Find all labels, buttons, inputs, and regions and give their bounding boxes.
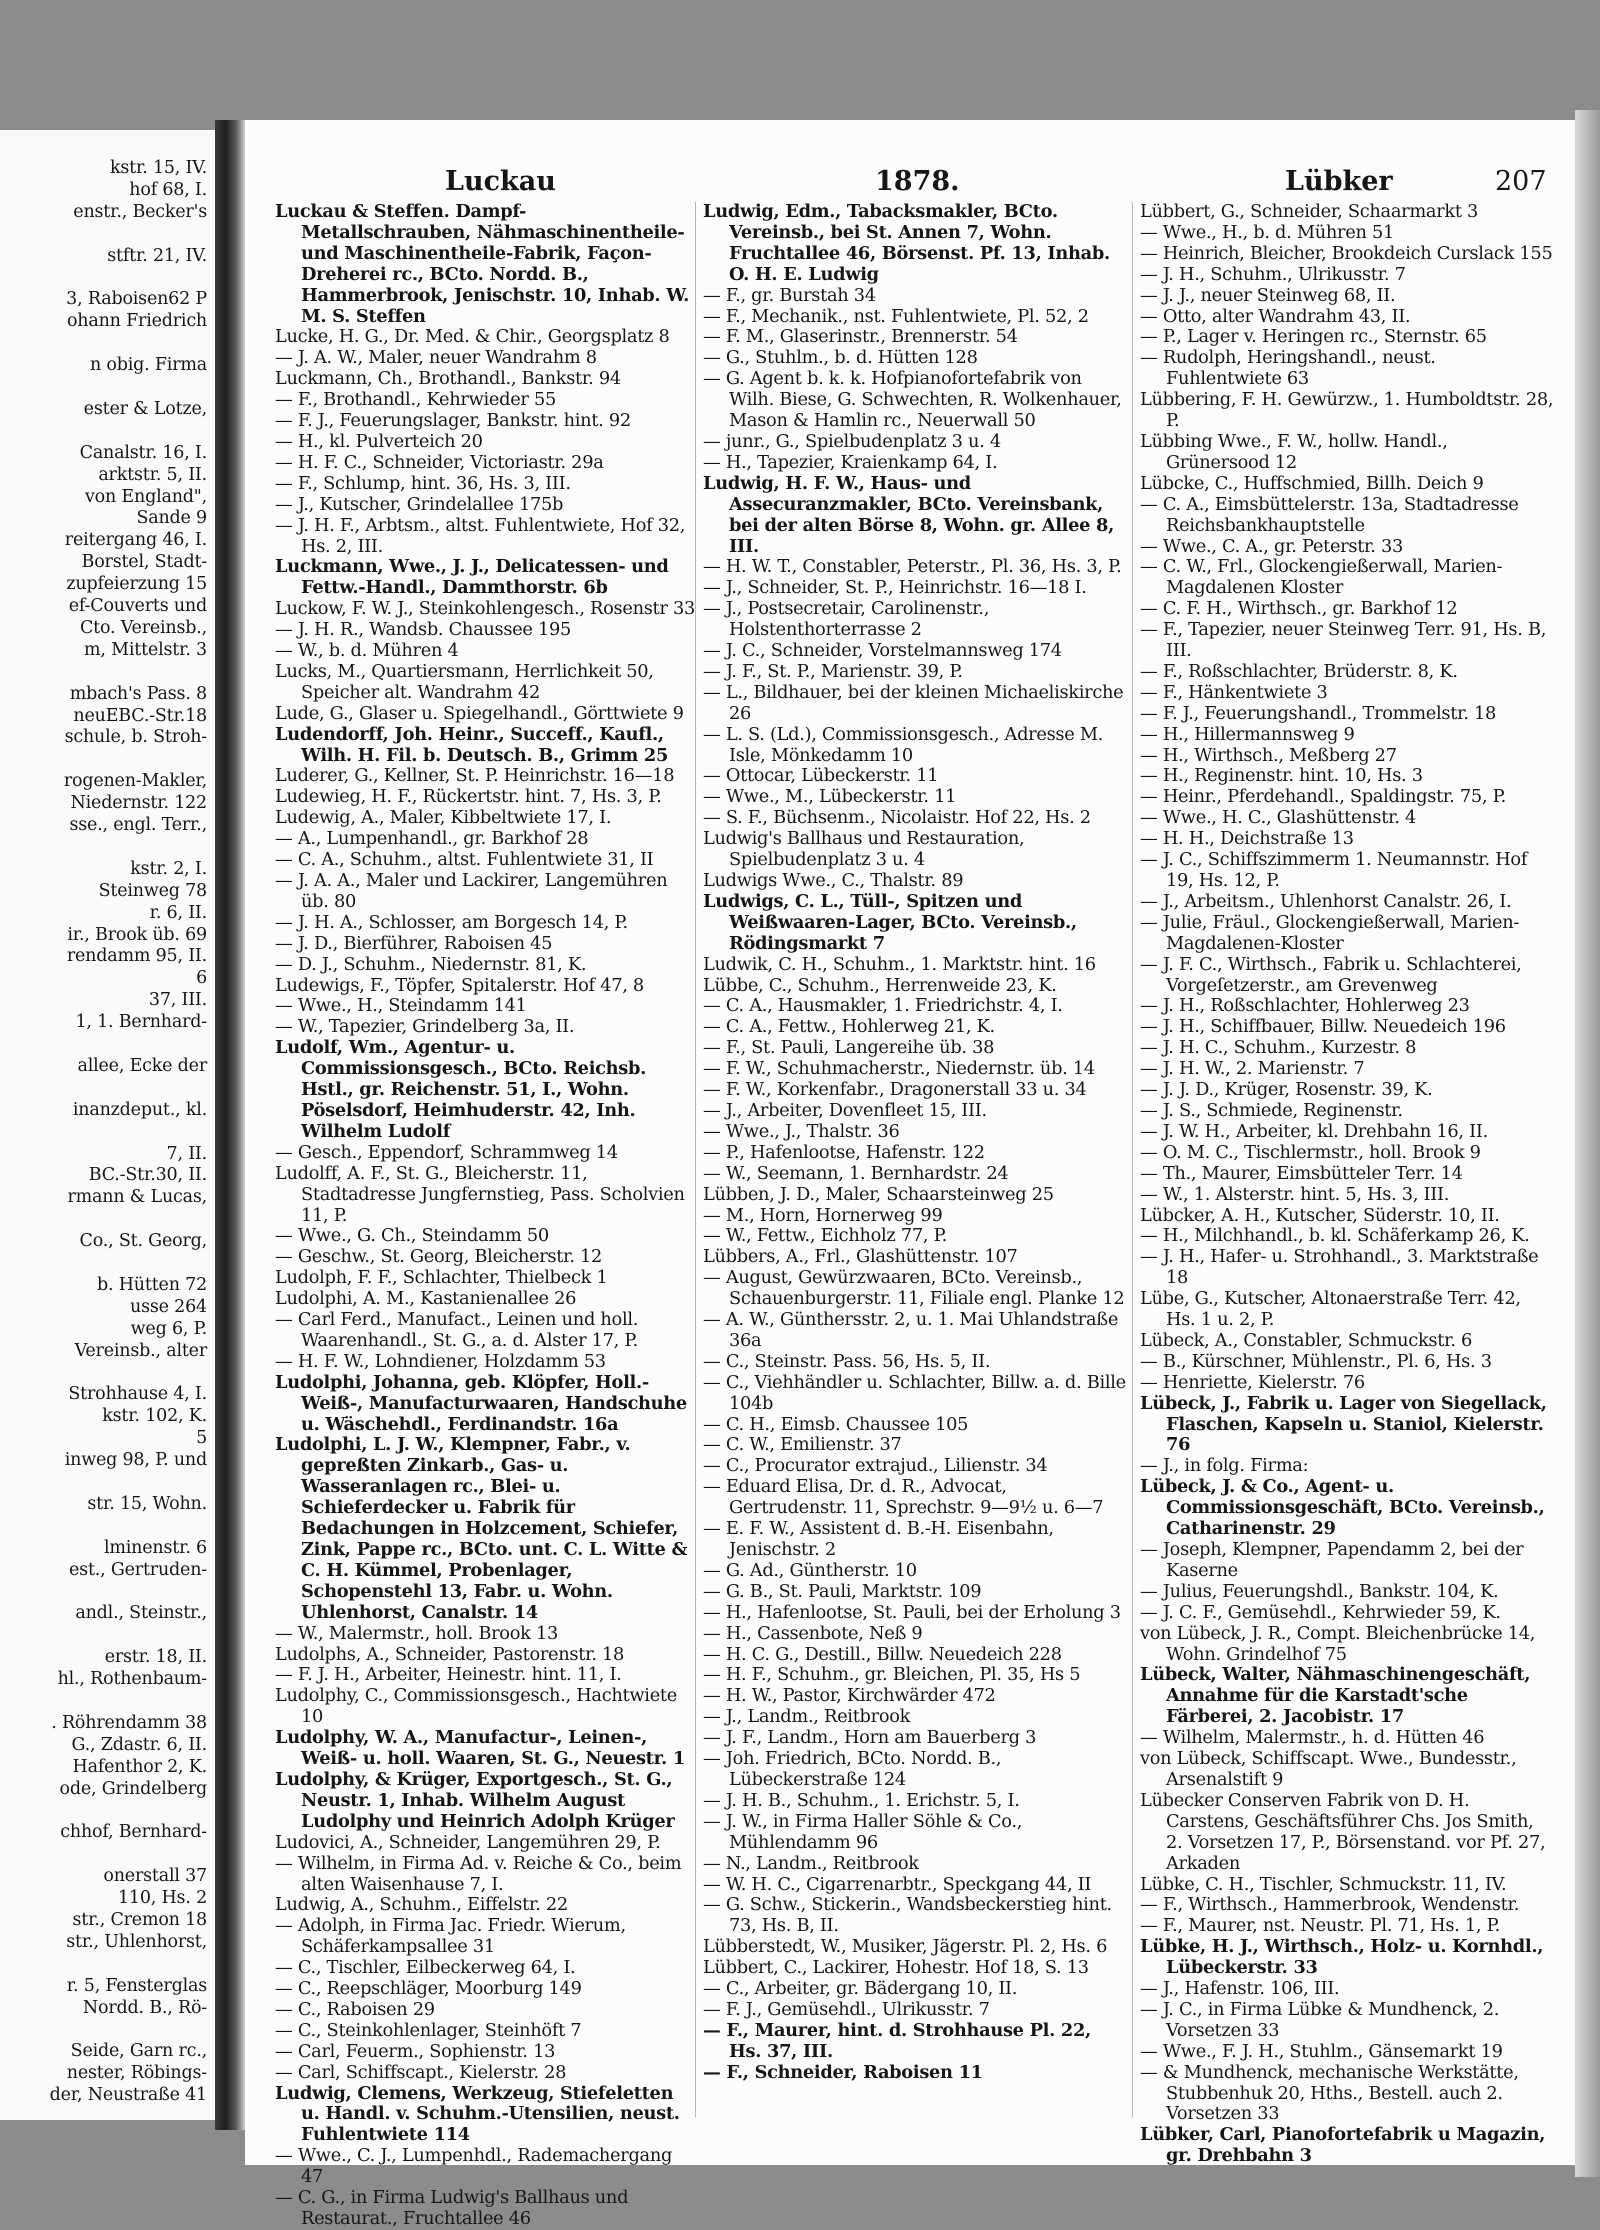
- fragment-line: Steinweg 78: [98, 880, 207, 901]
- book-gutter: [215, 120, 245, 2130]
- fragment-line: schule, b. Stroh-: [64, 727, 207, 748]
- directory-entry: Ludolph, F. F., Schlachter, Thielbeck 1: [275, 1267, 608, 1289]
- column-rule: [1132, 202, 1133, 2117]
- column-1: [275, 202, 695, 2230]
- directory-entry: — W., 1. Alsterstr. hint. 5, Hs. 3, III.: [1140, 1183, 1450, 1205]
- directory-entry: — C. G., in Firma Ludwig's Ballhaus und Restaurat., Fruchtallee 46: [275, 2187, 634, 2229]
- fragment-line: 5: [196, 1428, 207, 1449]
- directory-entry: Ludovici, A., Schneider, Langemühren 29, P.: [275, 1831, 661, 1853]
- directory-entry: — L. S. (Ld.), Commissionsgesch., Adresse M. Isle, Mönkedamm 10: [703, 723, 1109, 766]
- directory-entry: Lübbers, A., Frl., Glashüttenstr. 107: [703, 1246, 1018, 1268]
- fragment-line: str., Cremon 18: [72, 1910, 207, 1930]
- page-edge: [1575, 110, 1600, 2177]
- fragment-line: rogenen-Makler,: [63, 771, 207, 792]
- directory-entry: — Ottocar, Lübeckerstr. 11: [703, 765, 939, 787]
- fragment-line: 3, Raboisen62 P: [66, 289, 207, 310]
- directory-entry: — Henriette, Kielerstr. 76: [1140, 1371, 1365, 1393]
- directory-entry: — J. W. H., Arbeiter, kl. Drehbahn 16, II.: [1140, 1120, 1488, 1142]
- fragment-line: inweg 98, P. und: [64, 1450, 207, 1471]
- fragment-line: 1, 1. Bernhard-: [75, 1012, 207, 1033]
- directory-entry: — S. F., Büchsenm., Nicolaistr. Hof 22, Hs. 2: [703, 807, 1091, 829]
- fragment-line: kstr. 102, K.: [102, 1406, 207, 1427]
- directory-entry: Lucke, H. G., Dr. Med. & Chir., Georgsplatz 8: [275, 326, 670, 348]
- directory-entry: Lübbing Wwe., F. W., hollw. Handl., Grünersood 12: [1140, 430, 1453, 473]
- directory-entry: — H., Milchhandl., b. kl. Schäferkamp 26, K.: [1140, 1225, 1530, 1247]
- fragment-line: der, Neustraße 41: [49, 2085, 207, 2106]
- fragment-line: 6: [196, 968, 207, 989]
- fragment-line: weg 6, P.: [130, 1318, 207, 1339]
- directory-entry: Lübe, G., Kutscher, Altonaerstraße Terr. 42, Hs. 1 u. 2, P.: [1140, 1288, 1527, 1331]
- directory-entry: — F., gr. Burstah 34: [703, 284, 876, 306]
- directory-entry: — junr., G., Spielbudenplatz 3 u. 4: [703, 430, 1001, 452]
- directory-entry: — C., Steinkohlenlager, Steinhöft 7: [275, 2019, 582, 2041]
- directory-entry: Ludolphi, L. J. W., Klempner, Fabr., v. gepreßten Zinkarb., Gas- u. Wasseranlagen rc., Blei- u. Schieferdecker u. Fabrik für Bedachungen in Holzcement, Schiefer, Zink, Pappe rc., BCto. unt. C. L. Witte & C. H. Kümmel, Probenlager, Schopenstehl 13, Fabr. u. Wohn. Uhlenhorst, Canalstr. 14: [275, 1434, 694, 1623]
- directory-entry: — Wwe., J., Thalstr. 36: [703, 1120, 900, 1142]
- directory-entry: — J., Arbeiter, Dovenfleet 15, III.: [703, 1099, 987, 1121]
- directory-entry: — H. W. T., Constabler, Peterstr., Pl. 36, Hs. 3, P.: [703, 556, 1122, 578]
- fragment-line: 37, III.: [148, 990, 207, 1011]
- directory-entry: — J. H. C., Schuhm., Kurzestr. 8: [1140, 1037, 1417, 1059]
- directory-entry: — J. W., in Firma Haller Söhle & Co., Mühlendamm 96: [703, 1810, 1028, 1853]
- directory-entry: Ludwig, H. F. W., Haus- und Assecuranzmakler, BCto. Vereinsbank, bei der alten Börse 8, Wohn. gr. Allee 8, III.: [703, 472, 1120, 557]
- running-header: [245, 166, 1575, 206]
- directory-entry: — Wwe., G. Ch., Steindamm 50: [275, 1225, 549, 1247]
- directory-entry: — Th., Maurer, Eimsbütteler Terr. 14: [1140, 1162, 1463, 1184]
- directory-entry: — J. C., in Firma Lübke & Mundhenck, 2. Vorsetzen 33: [1140, 1998, 1505, 2041]
- directory-entry: — C. A., Fettw., Hohlerweg 21, K.: [703, 1016, 995, 1038]
- directory-entry: — E. F. W., Assistent d. B.-H. Eisenbahn, Jenischstr. 2: [703, 1518, 1060, 1560]
- directory-entry: — Adolph, in Firma Jac. Friedr. Wierum, Schäferkampsallee 31: [275, 1915, 632, 1958]
- directory-entry: — J., Hafenstr. 106, III.: [1140, 1978, 1340, 2000]
- directory-entry: — J. J. D., Krüger, Rosenstr. 39, K.: [1140, 1079, 1433, 1101]
- directory-entry: — Wwe., F. J. H., Stuhlm., Gänsemarkt 19: [1140, 2040, 1503, 2062]
- fragment-line: usse 264: [130, 1296, 207, 1317]
- directory-entry: Ludewieg, H. F., Rückertstr. hint. 7, Hs. 3, P.: [275, 786, 662, 808]
- fragment-line: n obig. Firma: [89, 355, 207, 376]
- directory-entry: — Heinrich, Bleicher, Brookdeich Curslack 155: [1140, 242, 1553, 264]
- fragment-line: Niedernstr. 122: [70, 793, 207, 814]
- fragment-line: kstr. 15, IV.: [109, 158, 207, 178]
- fragment-line: Vereinsb., alter: [74, 1340, 207, 1361]
- directory-entry: Luckmann, Ch., Brothandl., Bankstr. 94: [275, 368, 621, 390]
- directory-entry: — G. Schw., Stickerin., Wandsbeckerstieg hint. 73, Hs. B, II.: [703, 1894, 1118, 1937]
- directory-entry: — C., Arbeiter, gr. Bädergang 10, II.: [703, 1978, 1018, 2000]
- directory-entry: — F. J., Gemüsehdl., Ulrikusstr. 7: [703, 1998, 990, 2020]
- directory-entry: — G. Agent b. k. k. Hofpianofortefabrik von Wilh. Biese, G. Schwechten, R. Wolkenhauer, Mason & Hamlin rc., Neuerwall 50: [703, 368, 1127, 432]
- directory-entry: Lübberstedt, W., Musiker, Jägerstr. Pl. 2, Hs. 6: [703, 1936, 1108, 1958]
- directory-entry: — F., Tapezier, neuer Steinweg Terr. 91, Hs. B, III.: [1140, 619, 1552, 662]
- fragment-line: ode, Grindelberg: [59, 1778, 207, 1799]
- fragment-line: Hafenthor 2, K.: [72, 1756, 207, 1777]
- header-last-entry: Lübker: [1285, 166, 1393, 197]
- directory-entry: — F., Mechanik., nst. Fuhlentwiete, Pl. 52, 2: [703, 305, 1089, 327]
- directory-entry: — F., Schneider, Raboisen 11: [703, 2061, 983, 2083]
- directory-entry: — J. A. W., Maler, neuer Wandrahm 8: [275, 347, 597, 369]
- directory-entry: — F. M., Glaserinstr., Brennerstr. 54: [703, 326, 1018, 348]
- fragment-line: Borstel, Stadt-: [81, 552, 207, 573]
- directory-entry: — J. F., Landm., Horn am Bauerberg 3: [703, 1727, 1037, 1749]
- directory-entry: Ludwigs, C. L., Tüll-, Spitzen und Weißwaaren-Lager, BCto. Vereinsb., Rödingsmarkt 7: [703, 890, 1083, 954]
- directory-entry: — J. H., Schuhm., Ulrikusstr. 7: [1140, 263, 1406, 285]
- directory-entry: — A. W., Günthersstr. 2, u. 1. Mai Uhlandstraße 36a: [703, 1309, 1124, 1351]
- directory-entry: Ludwig's Ballhaus und Restauration, Spielbudenplatz 3 u. 4: [703, 828, 1030, 871]
- directory-entry: — J. H. A., Schlosser, am Borgesch 14, P.: [275, 911, 628, 933]
- directory-entry: — J. A. A., Maler und Lackirer, Langemühren üb. 80: [275, 870, 673, 912]
- fragment-line: arktstr. 5, II.: [98, 464, 207, 485]
- directory-entry: — C., Reepschläger, Moorburg 149: [275, 1978, 582, 2000]
- fragment-line: r. 6, II.: [149, 902, 207, 923]
- directory-entry: — F. J. H., Arbeiter, Heinestr. hint. 11, I.: [275, 1664, 622, 1686]
- fragment-line: ohann Friedrich: [66, 311, 207, 332]
- fragment-line: str. 15, Wohn.: [87, 1493, 207, 1514]
- directory-entry: — J. C., Schneider, Vorstelmannsweg 174: [703, 640, 1062, 662]
- directory-entry: — F. W., Korkenfabr., Dragonerstall 33 u. 34: [703, 1079, 1087, 1101]
- fragment-line: enstr., Becker's: [73, 201, 207, 222]
- directory-entry: Lübbert, G., Schneider, Schaarmarkt 3: [1140, 201, 1479, 222]
- directory-entry: Lübeck, J., Fabrik u. Lager von Siegellack, Flaschen, Kapseln u. Staniol, Kielerstr. 76: [1140, 1392, 1553, 1456]
- directory-entry: Ludolphs, A., Schneider, Pastorenstr. 18: [275, 1643, 625, 1665]
- directory-entry: — F., St. Pauli, Langereihe üb. 38: [703, 1037, 995, 1059]
- directory-entry: Lübcker, A. H., Kutscher, Süderstr. 10, II.: [1140, 1204, 1500, 1226]
- directory-entry: — Wwe., M., Lübeckerstr. 11: [703, 786, 957, 808]
- directory-entry: — G., Stuhlm., b. d. Hütten 128: [703, 347, 978, 369]
- directory-entry: — H. C. G., Destill., Billw. Neuedeich 228: [703, 1643, 1062, 1665]
- directory-entry: — H. H., Deichstraße 13: [1140, 828, 1354, 850]
- directory-entry: — Julie, Fräul., Glockengießerwall, Marien-Magdalenen-Kloster: [1140, 911, 1520, 954]
- fragment-line: hof 68, I.: [129, 179, 207, 200]
- directory-entry: — J. F. C., Wirthsch., Fabrik u. Schlachterei, Vorgeſetzerstr., am Grevenweg: [1140, 953, 1527, 996]
- fragment-line: b. Hütten 72: [97, 1274, 207, 1295]
- fragment-line: BC.-Str.30, II.: [88, 1165, 207, 1186]
- directory-entry: — Wwe., H. C., Glashüttenstr. 4: [1140, 807, 1417, 829]
- directory-entry: Lübbe, C., Schuhm., Herrenweide 23, K.: [703, 974, 1057, 996]
- fragment-line: ef-Couverts und: [68, 596, 207, 616]
- directory-entry: Lübeck, A., Constabler, Schmuckstr. 6: [1140, 1329, 1473, 1351]
- directory-entry: Ludolff, A. F., St. G., Bleicherstr. 11, Stadtadresse Jungfernstieg, Pass. Scholvien 11, P.: [275, 1162, 690, 1226]
- fragment-line: zupfeierzung 15: [66, 574, 207, 595]
- fragment-line: onerstall 37: [103, 1866, 207, 1887]
- fragment-line: . Röhrendamm 38: [51, 1712, 207, 1733]
- column-2: [703, 201, 1132, 2084]
- directory-entry: — Otto, alter Wandrahm 43, II.: [1140, 305, 1411, 327]
- directory-entry: Lübbert, C., Lackirer, Hohestr. Hof 18, S. 13: [703, 1957, 1089, 1979]
- fragment-line: Canalstr. 16, I.: [79, 442, 207, 463]
- directory-entry: — W., Fettw., Eichholz 77, P.: [703, 1225, 947, 1247]
- directory-entry: Lübbering, F. H. Gewürzw., 1. Humboldtstr. 28, P.: [1140, 389, 1559, 432]
- directory-entry: — Heinr., Pferdehandl., Spaldingstr. 75, P.: [1140, 786, 1507, 808]
- directory-entry: — C. W., Frl., Glockengießerwall, Marien-Magdalenen Kloster: [1140, 556, 1503, 599]
- fragment-line: Sande 9: [136, 508, 207, 529]
- directory-entry: Ludwig, Edm., Tabacksmakler, BCto. Vereinsb., bei St. Annen 7, Wohn. Fruchtallee 46, Börsenst. Pf. 13, Inhab. O. H. E. Ludwig: [703, 201, 1116, 285]
- directory-entry: — J. H., Roßschlachter, Hohlerweg 23: [1140, 995, 1470, 1017]
- fragment-line: 110, Hs. 2: [117, 1888, 207, 1909]
- directory-entry: Ludwig, Clemens, Werkzeug, Stiefeletten u. Handl. v. Schuhm.-Utensilien, neust. Fuhlentwiete 114: [275, 2082, 686, 2146]
- directory-entry: — J. D., Bierführer, Raboisen 45: [275, 932, 553, 954]
- directory-entry: — Geschw., St. Georg, Bleicherstr. 12: [275, 1246, 603, 1268]
- directory-entry: — Rudolph, Heringshandl., neust. Fuhlentwiete 63: [1140, 347, 1442, 390]
- directory-entry: — Joh. Friedrich, BCto. Nordd. B., Lübeckerstraße 124: [703, 1748, 1007, 1790]
- fragment-line: stftr. 21, IV.: [107, 245, 207, 266]
- directory-entry: — J. C. F., Gemüsehdl., Kehrwieder 59, K.: [1140, 1601, 1501, 1623]
- fragment-line: kstr. 2, I.: [130, 858, 207, 879]
- directory-entry: Luckmann, Wwe., J. J., Delicatessen- und Fettw.-Handl., Dammthorstr. 6b: [275, 556, 675, 599]
- fragment-line: Nordd. B., Rö-: [82, 1997, 207, 2018]
- directory-entry: — Carl, Schiffscapt., Kielerstr. 28: [275, 2061, 567, 2083]
- directory-entry: Lübben, J. D., Maler, Schaarsteinweg 25: [703, 1183, 1054, 1205]
- directory-entry: — H., kl. Pulverteich 20: [275, 430, 483, 452]
- directory-entry: Ludolf, Wm., Agentur- u. Commissionsgesch., BCto. Reichsb. Hstl., gr. Reichenstr. 51, I., Wohn. Pöselsdorf, Heimhuderstr. 42, Inh. Wilhelm Ludolf: [275, 1037, 652, 1142]
- directory-entry: — C., Steinstr. Pass. 56, Hs. 5, II.: [703, 1350, 991, 1372]
- directory-entry: — W. H. C., Cigarrenarbtr., Speckgang 44, II: [703, 1873, 1092, 1895]
- directory-entry: — J. S., Schmiede, Reginenstr.: [1140, 1099, 1403, 1121]
- directory-entry: — C., Procurator extrajud., Lilienstr. 34: [703, 1455, 1048, 1477]
- directory-entry: — F. W., Schuhmacherstr., Niedernstr. üb. 14: [703, 1058, 1095, 1080]
- directory-entry: Ludwigs Wwe., C., Thalstr. 89: [703, 870, 964, 891]
- directory-entry: — P., Hafenlootse, Hafenstr. 122: [703, 1141, 985, 1163]
- directory-entry: Luderer, G., Kellner, St. P. Heinrichstr. 16—18: [275, 765, 675, 787]
- directory-entry: — J., Kutscher, Grindelallee 175b: [275, 493, 564, 515]
- directory-entry: Lübeck, J. & Co., Agent- u. Commissionsgeschäft, BCto. Vereinsb., Catharinenstr. 29: [1140, 1476, 1551, 1540]
- fragment-line: andl., Steinstr.,: [75, 1603, 207, 1624]
- directory-entry: — B., Kürschner, Mühlenstr., Pl. 6, Hs. 3: [1140, 1350, 1492, 1372]
- fragment-line: sse., engl. Terr.,: [69, 815, 207, 835]
- fragment-line: Strohhause 4, I.: [68, 1384, 207, 1405]
- fragment-line: ester & Lotze,: [83, 398, 207, 419]
- directory-entry: Lübecker Conserven Fabrik von D. H. Carstens, Geschäftsführer Chs. Jos Smith, 2. Vorsetzen 17, P., Börsenstand. vor Pf. 27, Arkaden: [1140, 1789, 1551, 1874]
- directory-entry: — C. A., Schuhm., altst. Fuhlentwiete 31, II: [275, 849, 654, 871]
- directory-entry: — H. F. W., Lohndiener, Holzdamm 53: [275, 1350, 606, 1372]
- directory-entry: — Wwe., C. A., gr. Peterstr. 33: [1140, 535, 1404, 557]
- right-page: [245, 120, 1575, 2229]
- directory-entry: Lübeck, Walter, Nähmaschinengeschäft, Annahme für die Karstadt'sche Färberei, 2. Jacobistr. 17: [1140, 1664, 1536, 1728]
- directory-entry: Luckau & Steffen. Dampf-Metallschrauben, Nähmaschinentheile- und Maschinentheile-Fabrik, Façon-Dreherei rc., BCto. Nordd. B., Hammerbrook, Jenischstr. 10, Inhab. W. M. S. Steffen: [275, 201, 695, 327]
- fragment-line: 7, II.: [166, 1143, 207, 1164]
- directory-entry: — H., Reginenstr. hint. 10, Hs. 3: [1140, 765, 1423, 787]
- column-3: [1140, 201, 1559, 2167]
- directory-entry: — J., Postsecretair, Carolinenstr., Holstenthorterrasse 2: [703, 598, 995, 641]
- directory-entry: Ludewig, A., Maler, Kibbeltwiete 17, I.: [275, 807, 612, 829]
- fragment-line: r. 5, Fensterglas: [66, 1975, 207, 1996]
- directory-entry: — C. A., Hausmakler, 1. Friedrichstr. 4, I.: [703, 995, 1063, 1017]
- fragment-line: rmann & Lucas,: [67, 1187, 207, 1208]
- directory-entry: Lübke, C. H., Tischler, Schmuckstr. 11, IV.: [1140, 1873, 1507, 1895]
- directory-entry: — J. H. B., Schuhm., 1. Erichstr. 5, I.: [703, 1789, 1020, 1811]
- directory-entry: — W., Malermstr., holl. Brook 13: [275, 1622, 558, 1644]
- fragment-line: inanzdeput., kl.: [72, 1099, 207, 1120]
- fragment-line: von England",: [84, 486, 207, 507]
- directory-entry: — Wwe., H., Steindamm 141: [275, 995, 527, 1017]
- directory-entry: — J., in folg. Firma:: [1140, 1455, 1309, 1477]
- directory-entry: — W., Seemann, 1. Bernhardstr. 24: [703, 1162, 1009, 1184]
- left-page-fragment: [0, 130, 215, 2120]
- directory-entry: — C. H., Eimsb. Chaussee 105: [703, 1413, 969, 1435]
- directory-entry: — Joseph, Klempner, Papendamm 2, bei der Kaserne: [1140, 1539, 1529, 1581]
- directory-entry: von Lübeck, J. R., Compt. Bleichenbrücke 14, Wohn. Grindelhof 75: [1140, 1622, 1541, 1665]
- fragment-line: G., Zdastr. 6, II.: [71, 1734, 207, 1755]
- directory-entry: — Julius, Feuerungshdl., Bankstr. 104, K.: [1140, 1580, 1499, 1602]
- header-year: 1878.: [875, 166, 960, 197]
- directory-entry: — H., Hillermannsweg 9: [1140, 723, 1355, 745]
- directory-entry: — D. J., Schuhm., Niedernstr. 81, K.: [275, 953, 587, 975]
- directory-entry: — J., Landm., Reitbrook: [703, 1706, 911, 1728]
- directory-entry: Ludendorff, Joh. Heinr., Succeff., Kaufl., Wilh. H. Fil. b. Deutsch. B., Grimm 25: [275, 723, 670, 766]
- directory-entry: — H., Cassenbote, Neß 9: [703, 1622, 923, 1644]
- directory-entry: — L., Bildhauer, bei der kleinen Michaeliskirche 26: [703, 681, 1129, 724]
- header-first-entry: Luckau: [445, 166, 556, 197]
- directory-entry: Lübke, H. J., Wirthsch., Holz- u. Kornhdl., Lübeckerstr. 33: [1140, 1936, 1550, 1979]
- directory-entry: Lübcke, C., Huffschmied, Billh. Deich 9: [1140, 472, 1484, 494]
- directory-entry: — J., Schneider, St. P., Heinrichstr. 16—18 I.: [703, 577, 1087, 599]
- column-rule: [695, 202, 696, 2117]
- directory-entry: — C. F. H., Wirthsch., gr. Barkhof 12: [1140, 598, 1458, 620]
- directory-entry: — Carl, Feuerm., Sophienstr. 13: [275, 2040, 556, 2062]
- fragment-line: allee, Ecke der: [77, 1055, 207, 1076]
- fragment-line: chhof, Bernhard-: [60, 1822, 207, 1843]
- directory-entry: — H., Wirthsch., Meßberg 27: [1140, 744, 1397, 766]
- directory-entry: — P., Lager v. Heringen rc., Sternstr. 65: [1140, 326, 1487, 348]
- fragment-line: Seide, Garn rc.,: [70, 2041, 207, 2062]
- directory-entry: — O. M. C., Tischlermstr., holl. Brook 9: [1140, 1141, 1481, 1163]
- directory-entry: Ludwik, C. H., Schuhm., 1. Marktstr. hint. 16: [703, 953, 1096, 975]
- directory-entry: — J. F., St. P., Marienstr. 39, P.: [703, 660, 963, 682]
- directory-entry: — W., b. d. Mühren 4: [275, 640, 459, 662]
- directory-entry: — H. F., Schuhm., gr. Bleichen, Pl. 35, Hs 5: [703, 1664, 1081, 1686]
- directory-entry: Ludolphy, W. A., Manufactur-, Leinen-, Weiß- u. holl. Waaren, St. G., Neuestr. 1: [275, 1727, 685, 1770]
- directory-entry: — J. H., Hafer- u. Strohhandl., 3. Marktstraße 18: [1140, 1246, 1544, 1289]
- directory-entry: — F. J., Feuerungshandl., Trommelstr. 18: [1140, 702, 1497, 724]
- directory-entry: — A., Lumpenhandl., gr. Barkhof 28: [275, 828, 589, 850]
- directory-entry: — C., Raboisen 29: [275, 1998, 435, 2020]
- fragment-line: neuEBC.-Str.18: [73, 705, 207, 726]
- fragment-line: rendamm 95, II.: [66, 946, 207, 967]
- fragment-line: reitergang 46, I.: [64, 530, 207, 551]
- directory-entry: — G. Ad., Güntherstr. 10: [703, 1559, 917, 1581]
- directory-entry: — J. C., Schiffszimmerm 1. Neumannstr. Hof 19, Hs. 12, P.: [1140, 849, 1533, 891]
- fragment-line: ir., Brook üb. 69: [67, 924, 207, 945]
- directory-entry: Ludolphi, A. M., Kastanienallee 26: [275, 1288, 577, 1310]
- directory-entry: Ludwig, A., Schuhm., Eiffelstr. 22: [275, 1894, 568, 1916]
- directory-entry: — J., Arbeitsm., Uhlenhorst Canalstr. 26, I.: [1140, 890, 1512, 912]
- page-number: 207: [1495, 166, 1547, 197]
- directory-entry: — C., Viehhändler u. Schlachter, Billw. a. d. Bille 104b: [703, 1371, 1132, 1414]
- directory-entry: — N., Landm., Reitbrook: [703, 1852, 919, 1874]
- fragment-line: lminenstr. 6: [103, 1537, 207, 1558]
- directory-entry: — F., Hänkentwiete 3: [1140, 681, 1328, 703]
- fragment-line: mbach's Pass. 8: [69, 683, 207, 704]
- directory-entry: — G. B., St. Pauli, Marktstr. 109: [703, 1580, 982, 1602]
- directory-entry: — Wwe., C. J., Lumpenhdl., Rademachergang 47: [275, 2145, 678, 2188]
- directory-entry: Lude, G., Glaser u. Spiegelhandl., Görttwiete 9: [275, 702, 684, 724]
- directory-entry: — & Mundhenck, mechanische Werkstätte, Stubbenhuk 20, Hths., Bestell. auch 2. Vorsetzen 33: [1140, 2061, 1525, 2125]
- directory-entry: — J. H. W., 2. Marienstr. 7: [1140, 1058, 1365, 1080]
- directory-entry: — F., Maurer, hint. d. Strohhause Pl. 22, Hs. 37, III.: [703, 2019, 1097, 2062]
- directory-entry: — J. H., Schiffbauer, Billw. Neuedeich 196: [1140, 1016, 1506, 1038]
- directory-entry: Ludolphy, C., Commissionsgesch., Hachtwiete 10: [275, 1685, 683, 1728]
- directory-entry: — H. W., Pastor, Kirchwärder 472: [703, 1685, 996, 1707]
- directory-entry: — Carl Ferd., Manufact., Leinen und holl. Waarenhandl., St. G., a. d. Alster 17, P.: [275, 1309, 644, 1351]
- directory-entry: — F., Schlump, hint. 36, Hs. 3, III.: [275, 472, 571, 494]
- directory-entry: Ludolphi, Johanna, geb. Klöpfer, Holl.- Weiß-, Manufacturwaaren, Handschuhe u. Wäschehdl., Ferdinandstr. 16a: [275, 1371, 693, 1435]
- directory-entry: Lübker, Carl, Pianofortefabrik u Magazin, gr. Drehbahn 3: [1140, 2124, 1552, 2167]
- directory-entry: — F., Maurer, nst. Neustr. Pl. 71, Hs. 1, P.: [1140, 1915, 1501, 1937]
- directory-entry: — Wilhelm, in Firma Ad. v. Reiche & Co., beim alten Waisenhause 7, I.: [275, 1852, 687, 1895]
- directory-entry: — M., Horn, Hornerweg 99: [703, 1204, 943, 1226]
- directory-entry: — Eduard Elisa, Dr. d. R., Advocat, Gertrudenstr. 11, Sprechstr. 9—9½ u. 6—7: [703, 1476, 1104, 1519]
- fragment-line: str., Uhlenhorst,: [66, 1931, 207, 1952]
- fragment-line: m, Mittelstr. 3: [84, 639, 207, 660]
- directory-entry: — W., Tapezier, Grindelberg 3a, II.: [275, 1016, 575, 1038]
- fragment-line: hl., Rothenbaum-: [57, 1669, 207, 1690]
- directory-entry: — August, Gewürzwaaren, BCto. Vereinsb., Schauenburgerstr. 11, Filiale engl. Planke 12: [703, 1267, 1125, 1310]
- directory-entry: — J. H. R., Wandsb. Chaussee 195: [275, 619, 572, 641]
- directory-entry: Ludolphy, & Krüger, Exportgesch., St. G., Neustr. 1, Inhab. Wilhelm August Ludolphy und Heinrich Adolph Krüger: [275, 1768, 679, 1832]
- directory-entry: — F. J., Feuerungslager, Bankstr. hint. 92: [275, 410, 631, 432]
- directory-entry: — J. J., neuer Steinweg 68, II.: [1140, 284, 1396, 306]
- directory-entry: — H. F. C., Schneider, Victoriastr. 29a: [275, 451, 604, 473]
- directory-entry: — F., Roßschlachter, Brüderstr. 8, K.: [1140, 660, 1458, 682]
- fragment-line: est., Gertruden-: [69, 1559, 207, 1580]
- directory-entry: — F., Brothandl., Kehrwieder 55: [275, 389, 556, 411]
- directory-entry: — C., Tischler, Eilbeckerweg 64, I.: [275, 1957, 576, 1979]
- directory-entry: — Wilhelm, Malermstr., h. d. Hütten 46: [1140, 1727, 1485, 1749]
- fragment-line: erstr. 18, II.: [104, 1647, 207, 1668]
- directory-entry: — H., Hafenlootse, St. Pauli, bei der Erholung 3: [703, 1601, 1121, 1623]
- directory-entry: Luckow, F. W. J., Steinkohlengesch., Rosenstr 33: [275, 598, 695, 620]
- directory-entry: — F., Wirthsch., Hammerbrook, Wendenstr.: [1140, 1894, 1520, 1916]
- fragment-line: Co., St. Georg,: [79, 1231, 207, 1252]
- directory-entry: Ludewigs, F., Töpfer, Spitalerstr. Hof 47, 8: [275, 974, 644, 996]
- directory-entry: von Lübeck, Schiffscapt. Wwe., Bundesstr., Arsenalstift 9: [1140, 1748, 1522, 1790]
- directory-entry: — Wwe., H., b. d. Mühren 51: [1140, 221, 1395, 243]
- directory-entry: — J. H. F., Arbtsm., altst. Fuhlentwiete, Hof 32, Hs. 2, III.: [275, 514, 691, 557]
- directory-entry: — C. W., Emilienstr. 37: [703, 1434, 902, 1456]
- directory-entry: Lucks, M., Quartiersmann, Herrlichkeit 50, Speicher alt. Wandrahm 42: [275, 660, 659, 703]
- directory-entry: — H., Tapezier, Kraienkamp 64, I.: [703, 451, 998, 473]
- fragment-line: Cto. Vereinsb.,: [79, 617, 207, 638]
- directory-entry: — C. A., Eimsbüttelerstr. 13a, Stadtadresse Reichsbankhauptstelle: [1140, 493, 1524, 536]
- fragment-line: nester, Röbings-: [66, 2063, 207, 2084]
- directory-entry: — Gesch., Eppendorf, Schrammweg 14: [275, 1141, 618, 1163]
